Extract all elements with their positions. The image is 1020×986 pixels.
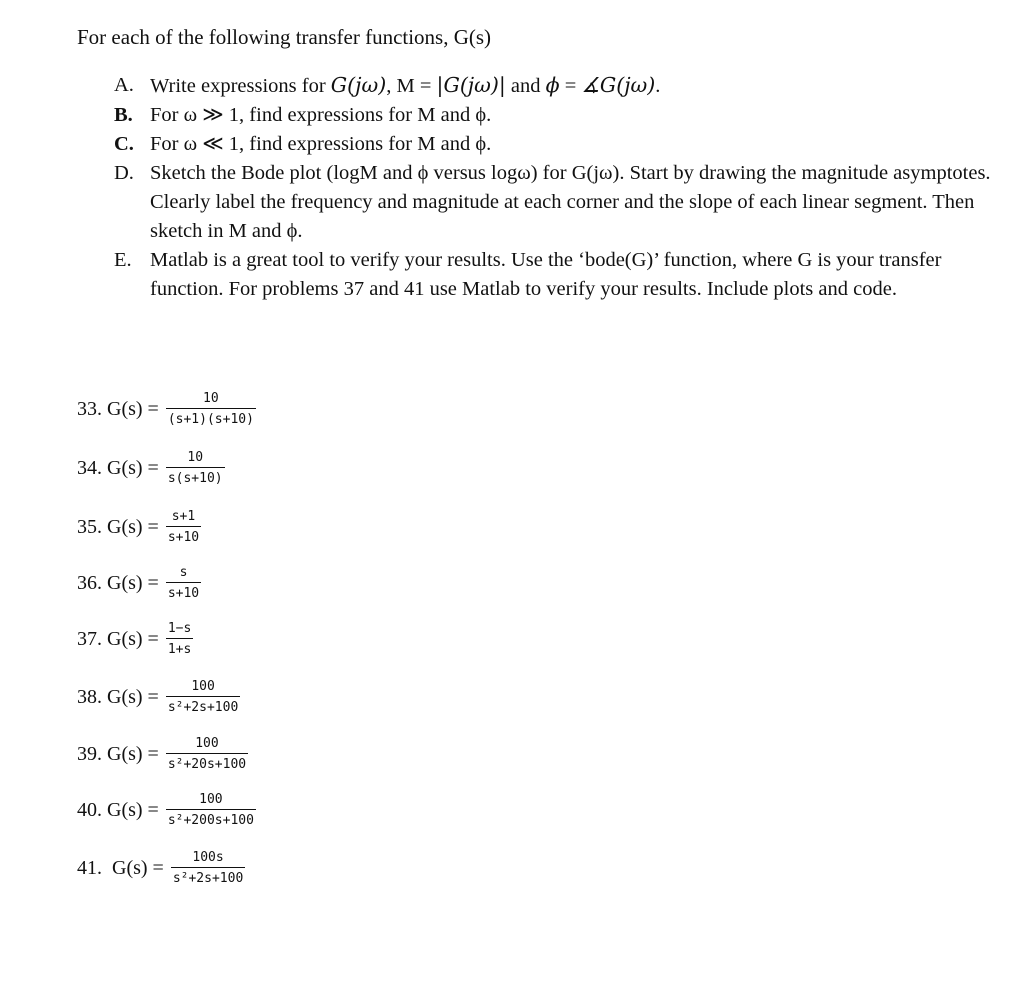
instruction-item-a — [114, 71, 994, 101]
numerator: 1−s — [167, 621, 192, 636]
numerator: s+1 — [171, 509, 196, 524]
problem-39 — [77, 736, 248, 772]
numerator: 100 — [191, 679, 215, 694]
problem-label: 35. G(s) = — [77, 515, 159, 538]
problem-35 — [77, 509, 201, 545]
denominator: s+10 — [166, 582, 201, 601]
item-label: A. — [114, 74, 134, 96]
problem-label: 41. G(s) = — [77, 856, 164, 879]
denominator: s+10 — [166, 526, 201, 545]
denominator: s²+20s+100 — [166, 753, 248, 772]
transfer-function-fraction — [171, 850, 245, 886]
problem-33 — [77, 391, 256, 427]
numerator: 100 — [195, 736, 219, 751]
math-expression: |G(jω)| — [436, 73, 506, 97]
item-text: and — [505, 75, 546, 97]
problem-41 — [77, 850, 245, 886]
problem-37 — [77, 621, 193, 657]
transfer-function-fraction — [166, 450, 225, 486]
problem-34 — [77, 450, 225, 486]
item-text: = — [559, 75, 582, 97]
item-label: C. — [114, 133, 134, 155]
numerator: 10 — [187, 450, 204, 465]
problem-label: 37. G(s) = — [77, 627, 159, 650]
item-text: For ω ≫ 1, find expressions for M and ϕ. — [150, 104, 492, 126]
transfer-function-fraction — [166, 621, 193, 657]
denominator: s²+2s+100 — [166, 696, 240, 715]
numerator: 10 — [203, 391, 219, 406]
instruction-item-c — [114, 130, 994, 159]
item-text: For ω ≪ 1, find expressions for M and ϕ. — [150, 133, 492, 155]
denominator: s²+200s+100 — [166, 809, 256, 828]
item-text: . — [655, 75, 661, 97]
item-text: , M = — [386, 75, 437, 97]
transfer-function-fraction — [166, 391, 256, 427]
problem-label: 36. G(s) = — [77, 571, 159, 594]
problem-label: 38. G(s) = — [77, 685, 159, 708]
transfer-function-fraction — [166, 509, 201, 545]
math-expression: ∡G(jω) — [581, 73, 656, 97]
problem-label: 40. G(s) = — [77, 798, 159, 821]
intro-text: For each of the following transfer functions, G(s) — [77, 25, 492, 49]
problem-label: 39. G(s) = — [77, 742, 159, 765]
problem-36 — [77, 565, 201, 601]
problem-label: 34. G(s) = — [77, 456, 159, 479]
transfer-function-fraction — [166, 736, 248, 772]
instruction-item-b — [114, 101, 994, 130]
denominator: (s+1)(s+10) — [166, 408, 256, 427]
item-text: Sketch the Bode plot (logM and ϕ versus logω) for G(jω). Start by drawing the magnitude asymptotes. Clearly label the frequency and magnitude at each corner and the slope of each linear segment. Then sketch in M and ϕ. — [150, 162, 991, 242]
item-text: Write expressions for — [150, 75, 331, 97]
item-label: D. — [114, 162, 134, 184]
numerator: s — [179, 565, 188, 580]
item-label: B. — [114, 104, 133, 126]
problem-label: 33. G(s) = — [77, 397, 159, 420]
instruction-item-d — [114, 159, 994, 246]
transfer-function-fraction — [166, 792, 256, 828]
transfer-function-fraction — [166, 565, 201, 601]
numerator: 100s — [192, 850, 224, 865]
numerator: 100 — [199, 792, 223, 807]
problem-40 — [77, 792, 256, 828]
math-expression: ϕ — [545, 73, 560, 97]
item-text: Matlab is a great tool to verify your results. Use the ‘bode(G)’ function, where G is your transfer function. For problems 37 and 41 use Matlab to verify your results. Include plots and code. — [150, 249, 942, 300]
denominator: s(s+10) — [166, 467, 225, 486]
math-expression: G(jω) — [330, 73, 387, 97]
denominator: s²+2s+100 — [171, 867, 245, 886]
instruction-list — [114, 71, 994, 304]
instruction-item-e — [114, 246, 994, 304]
transfer-function-fraction — [166, 679, 240, 715]
item-label: E. — [114, 249, 132, 271]
denominator: 1+s — [166, 638, 193, 657]
problem-38 — [77, 679, 240, 715]
